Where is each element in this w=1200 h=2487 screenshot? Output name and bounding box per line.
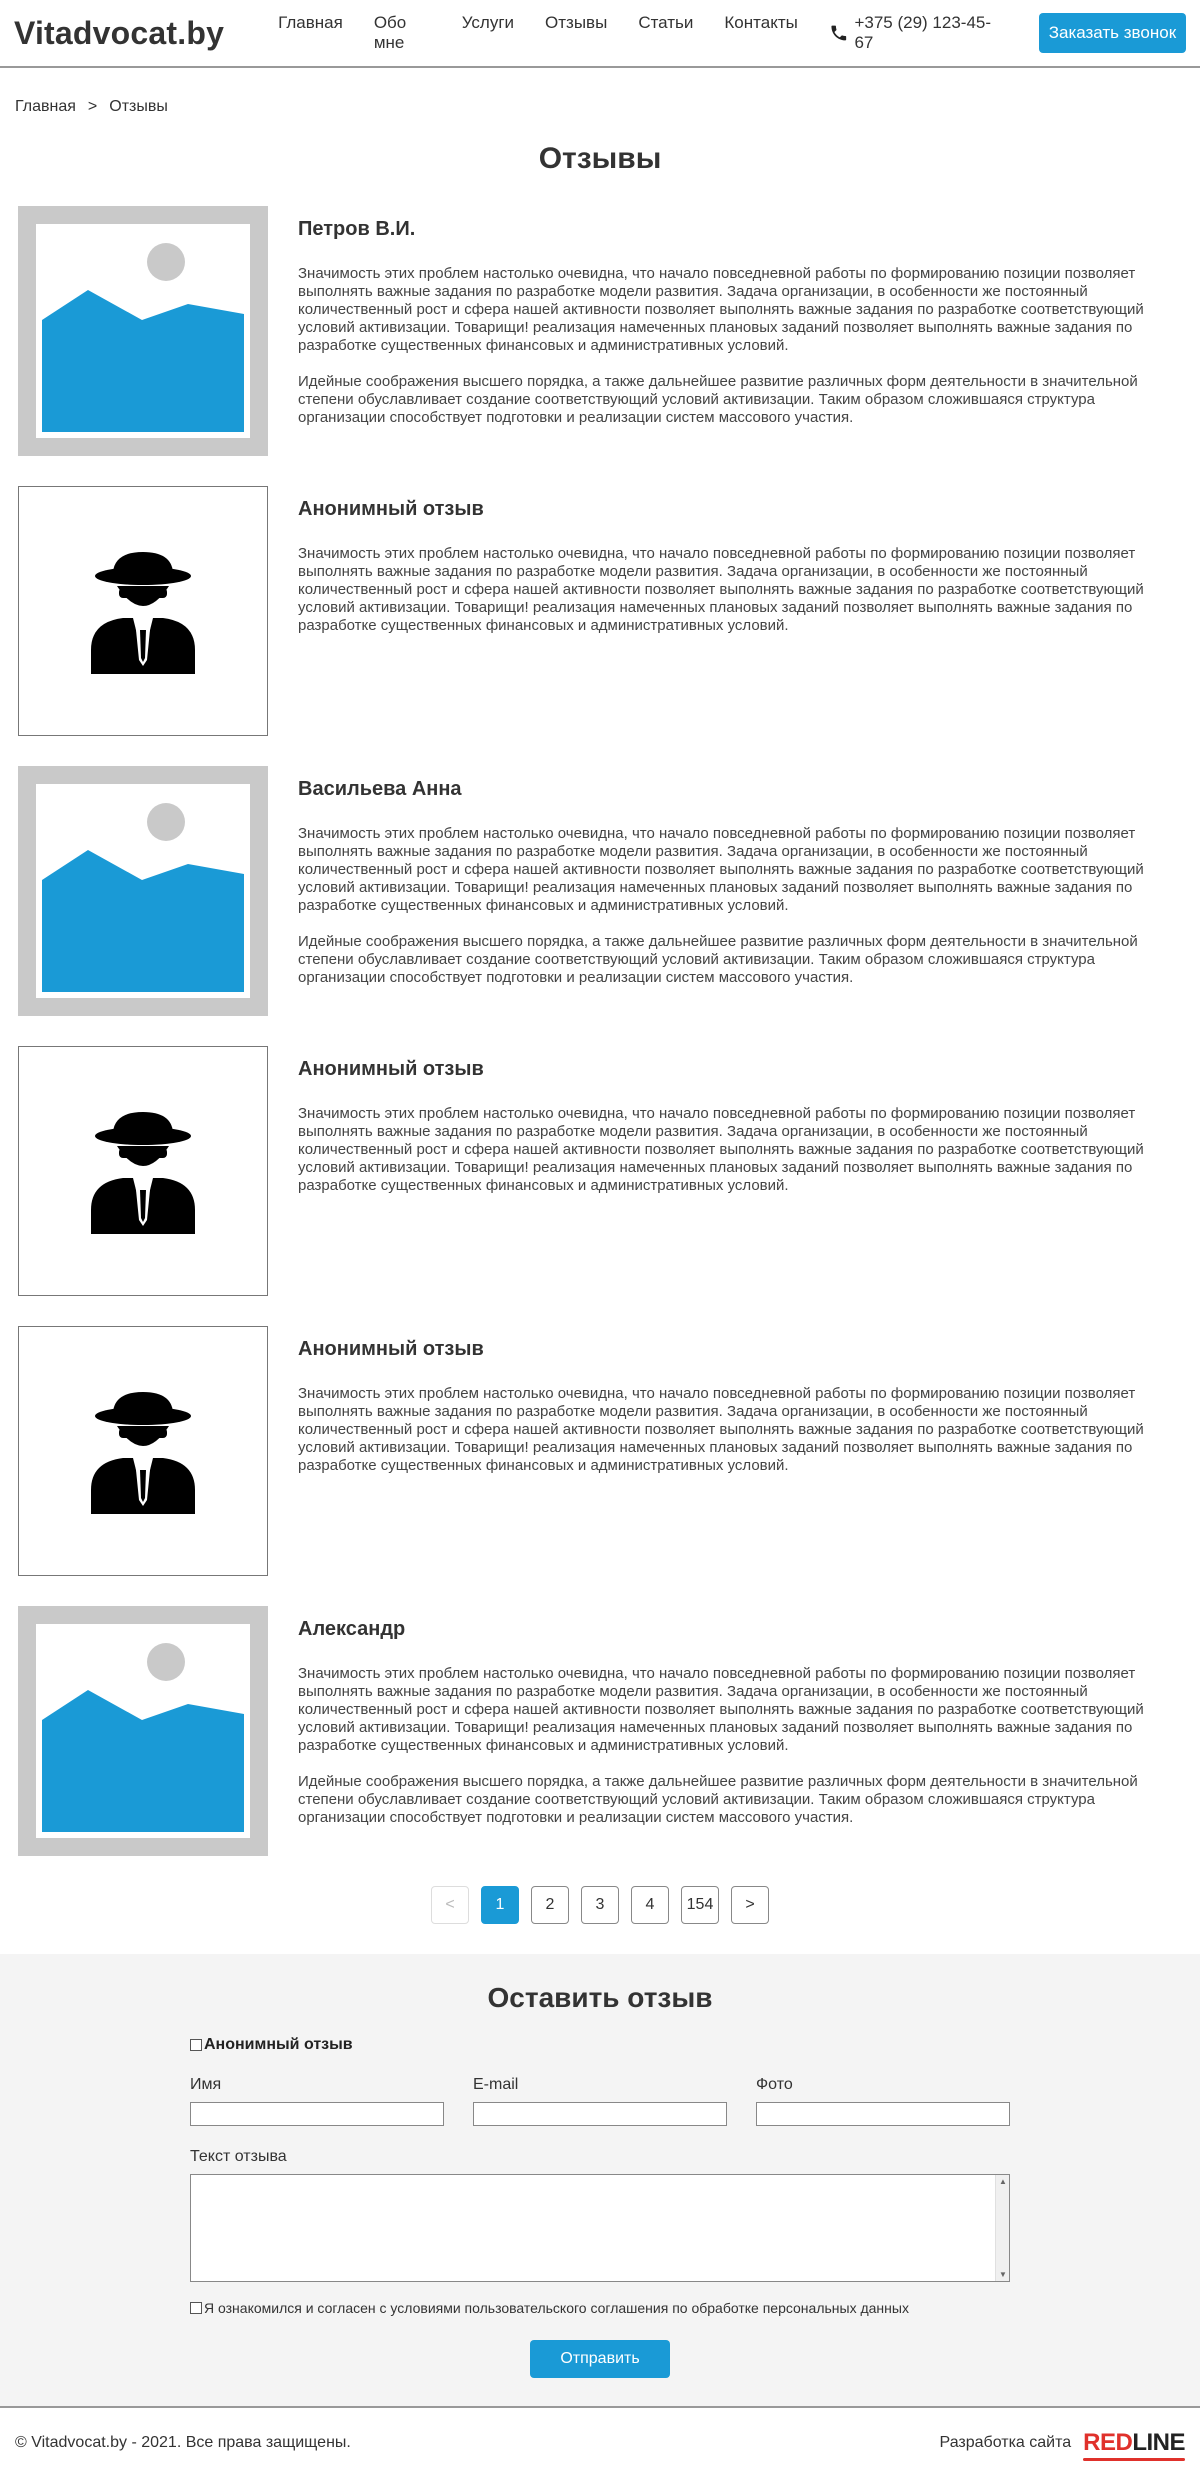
submit-button[interactable]: Отправить — [530, 2340, 670, 2378]
anonymous-user-icon — [87, 548, 199, 674]
review-text: Идейные соображения высшего порядка, а также дальнейшее развитие различных форм деятельности в значительной степени обуславливает создание соответствующий условий активизации. Таким образом сложившаяся структура организации способствует подготовки и реализации систем массового участия. — [298, 373, 1138, 426]
anonymous-checkbox-row — [190, 2036, 1010, 2054]
review-text: Значимость этих проблем настолько очевидна, что начало повседневной работы по формированию позиции позволяет выполнять важные задания по разработке модели развития. Задача организации, в особенности же постоянный количественный рост и сфера нашей активности позволяет выполнять важные задания по разработке соответствующий условий активизации. Товарищи! реализация намеченных плановых заданий позволяет выполнять важные задания по разработке существенных финансовых и административных условий. — [298, 1385, 1144, 1474]
email-label: E-mail — [473, 2076, 519, 2093]
review-body — [298, 206, 1158, 456]
review-text-label: Текст отзыва — [190, 2148, 287, 2165]
email-field-group — [473, 2076, 727, 2126]
review-item — [18, 486, 1200, 736]
review-text: Значимость этих проблем настолько очевидна, что начало повседневной работы по формированию позиции позволяет выполнять важные задания по разработке модели развития. Задача организации, в особенности же постоянный количественный рост и сфера нашей активности позволяет выполнять важные задания по разработке соответствующий условий активизации. Товарищи! реализация намеченных плановых заданий позволяет выполнять важные задания по разработке существенных финансовых и административных условий. — [298, 265, 1144, 354]
form-title: Оставить отзыв — [487, 1982, 713, 2013]
site-footer — [0, 2406, 1200, 2477]
review-form-section — [0, 1954, 1200, 2406]
review-text: Значимость этих проблем настолько очевидна, что начало повседневной работы по формированию позиции позволяет выполнять важные задания по разработке модели развития. Задача организации, в особенности же постоянный количественный рост и сфера нашей активности позволяет выполнять важные задания по разработке соответствующий условий активизации. Товарищи! реализация намеченных плановых заданий позволяет выполнять важные задания по разработке существенных финансовых и административных условий. — [298, 1665, 1144, 1754]
review-photo — [18, 1606, 268, 1856]
review-photo — [18, 1046, 268, 1296]
breadcrumb-separator: > — [87, 98, 98, 115]
review-item — [18, 1606, 1200, 1856]
developer-label: Разработка сайта — [939, 2433, 1072, 2451]
photo-label: Фото — [756, 2076, 793, 2093]
review-text: Значимость этих проблем настолько очевидна, что начало повседневной работы по формированию позиции позволяет выполнять важные задания по разработке модели развития. Задача организации, в особенности же постоянный количественный рост и сфера нашей активности позволяет выполнять важные задания по разработке соответствующий условий активизации. Товарищи! реализация намеченных плановых заданий позволяет выполнять важные задания по разработке существенных финансовых и административных условий. — [298, 825, 1144, 914]
copyright: © Vitadvocat.by - 2021. Все права защищены. — [15, 2433, 351, 2451]
order-call-button[interactable]: Заказать звонок — [1039, 13, 1186, 53]
header-phone[interactable] — [829, 13, 1007, 53]
name-input[interactable] — [190, 2102, 444, 2126]
image-placeholder-icon — [36, 224, 250, 438]
anonymous-user-icon — [87, 1108, 199, 1234]
pagination-page[interactable]: 1 — [481, 1886, 519, 1924]
review-body — [298, 1606, 1158, 1856]
review-photo — [18, 766, 268, 1016]
nav-item-contacts[interactable]: Контакты — [724, 13, 798, 32]
phone-icon — [829, 23, 849, 43]
pagination — [0, 1886, 1200, 1924]
review-photo — [18, 486, 268, 736]
pagination-prev[interactable]: < — [431, 1886, 469, 1924]
review-body — [298, 1326, 1158, 1576]
review-body — [298, 766, 1158, 1016]
scroll-down-icon[interactable]: ▼ — [999, 2270, 1007, 2279]
review-author: Анонимный отзыв — [298, 498, 484, 520]
pagination-page[interactable]: 4 — [631, 1886, 669, 1924]
agreement-row — [190, 2300, 1010, 2316]
breadcrumb-home[interactable]: Главная — [15, 98, 76, 115]
anonymous-user-icon — [87, 1388, 199, 1514]
review-body — [298, 1046, 1158, 1296]
review-textarea[interactable] — [190, 2174, 1010, 2282]
redline-logo[interactable]: REDLINE — [1083, 2429, 1185, 2457]
developer-credit — [940, 2429, 1185, 2457]
review-item — [18, 1046, 1200, 1296]
review-author: Васильева Анна — [298, 778, 462, 800]
review-text: Идейные соображения высшего порядка, а также дальнейшее развитие различных форм деятельности в значительной степени обуславливает создание соответствующий условий активизации. Таким образом сложившаяся структура организации способствует подготовки и реализации систем массового участия. — [298, 1773, 1138, 1826]
nav-item-services[interactable]: Услуги — [461, 13, 515, 32]
review-text: Значимость этих проблем настолько очевидна, что начало повседневной работы по формированию позиции позволяет выполнять важные задания по разработке модели развития. Задача организации, в особенности же постоянный количественный рост и сфера нашей активности позволяет выполнять важные задания по разработке соответствующий условий активизации. Товарищи! реализация намеченных плановых заданий позволяет выполнять важные задания по разработке существенных финансовых и административных условий. — [298, 545, 1144, 634]
nav-item-reviews[interactable]: Отзывы — [545, 13, 608, 32]
photo-field-group — [756, 2076, 1010, 2126]
main-nav — [278, 13, 829, 53]
name-label: Имя — [190, 2076, 222, 2093]
anonymous-label: Анонимный отзыв — [204, 2036, 353, 2053]
pagination-next[interactable]: > — [731, 1886, 769, 1924]
page-title: Отзывы — [538, 142, 662, 175]
nav-item-about[interactable]: Обо мне — [373, 13, 407, 52]
pagination-page[interactable]: 154 — [681, 1886, 719, 1924]
form-fields — [190, 2076, 1010, 2126]
review-text: Значимость этих проблем настолько очевидна, что начало повседневной работы по формированию позиции позволяет выполнять важные задания по разработке модели развития. Задача организации, в особенности же постоянный количественный рост и сфера нашей активности позволяет выполнять важные задания по разработке соответствующий условий активизации. Товарищи! реализация намеченных плановых заданий позволяет выполнять важные задания по разработке существенных финансовых и административных условий. — [298, 1105, 1144, 1194]
review-item — [18, 766, 1200, 1016]
review-author: Петров В.И. — [298, 218, 416, 240]
textarea-scrollbar[interactable] — [995, 2175, 1009, 2281]
anonymous-checkbox[interactable] — [190, 2039, 202, 2051]
site-header — [0, 0, 1200, 68]
review-text: Идейные соображения высшего порядка, а также дальнейшее развитие различных форм деятельности в значительной степени обуславливает создание соответствующий условий активизации. Таким образом сложившаяся структура организации способствует подготовки и реализации систем массового участия. — [298, 933, 1138, 986]
scroll-up-icon[interactable]: ▲ — [999, 2177, 1007, 2186]
pagination-page[interactable]: 3 — [581, 1886, 619, 1924]
review-author: Анонимный отзыв — [298, 1058, 484, 1080]
agreement-label: Я ознакомился и согласен с условиями пользовательского соглашения по обработке персональных данных — [204, 2300, 909, 2316]
review-item — [18, 206, 1200, 456]
photo-input[interactable] — [756, 2102, 1010, 2126]
nav-item-articles[interactable]: Статьи — [638, 13, 694, 32]
review-photo — [18, 1326, 268, 1576]
review-author: Анонимный отзыв — [298, 1338, 484, 1360]
pagination-page[interactable]: 2 — [531, 1886, 569, 1924]
review-item — [18, 1326, 1200, 1576]
review-form — [190, 2036, 1010, 2378]
nav-item-home[interactable]: Главная — [278, 13, 343, 32]
review-body — [298, 486, 1158, 736]
name-field-group — [190, 2076, 444, 2126]
breadcrumb — [15, 98, 1200, 118]
review-photo — [18, 206, 268, 456]
reviews-list — [0, 206, 1200, 1856]
phone-number: +375 (29) 123-45-67 — [854, 13, 992, 52]
review-author: Александр — [298, 1618, 406, 1640]
site-logo[interactable]: Vitadvocat.by — [14, 14, 225, 51]
breadcrumb-current: Отзывы — [109, 98, 168, 115]
image-placeholder-icon — [36, 784, 250, 998]
agreement-checkbox[interactable] — [190, 2302, 202, 2314]
email-input[interactable] — [473, 2102, 727, 2126]
image-placeholder-icon — [36, 1624, 250, 1838]
